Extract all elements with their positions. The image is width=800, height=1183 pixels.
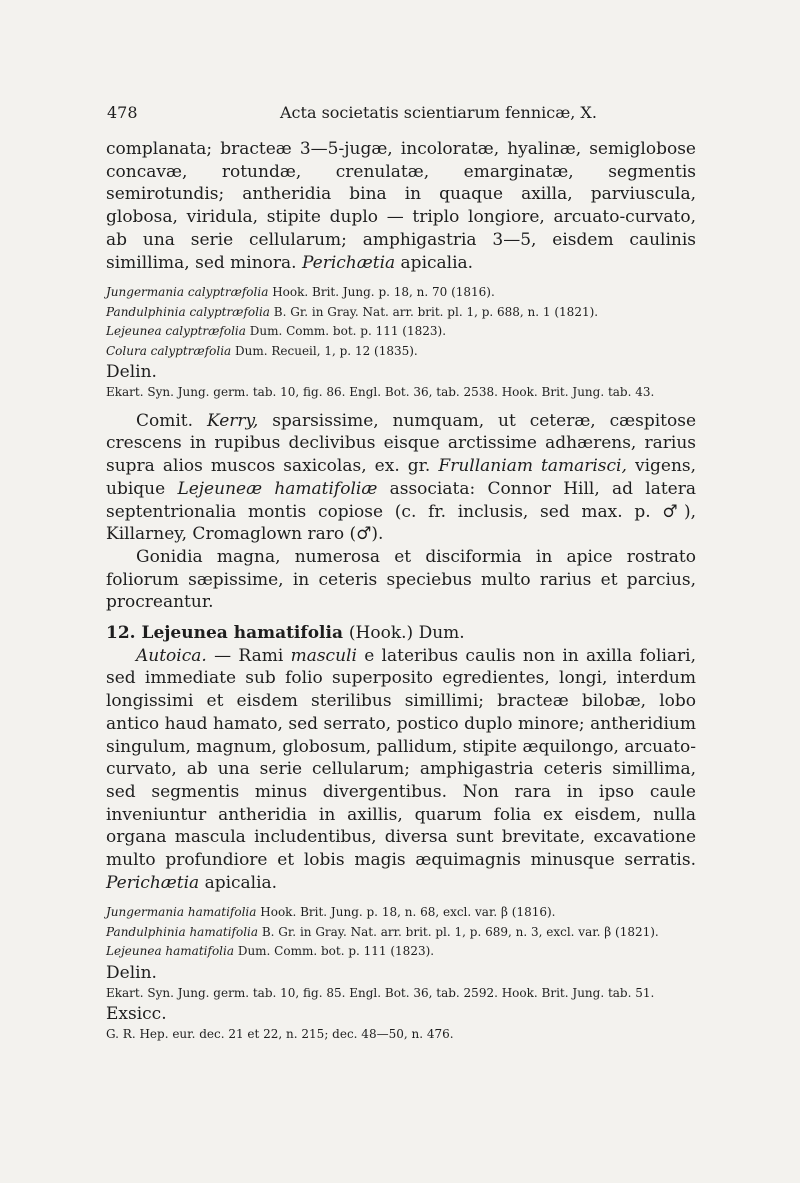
citation: Pandulphinia hamatifolia B. Gr. in Gray. Nat. arr. brit. pl. 1, p. 689, n. 3, excl. var. β (1821).: [106, 924, 659, 939]
running-head-title: Acta societatis scientiarum fennicæ, X.: [280, 103, 597, 122]
page-number: 478: [107, 103, 138, 122]
citation: Jungermania calyptræfolia Hook. Brit. Jung. p. 18, n. 70 (1816).: [106, 285, 495, 300]
citation: Pandulphinia calyptræfolia B. Gr. in Gray. Nat. arr. brit. pl. 1, p. 688, n. 1 (1821).: [106, 304, 599, 319]
citation: Colura calyptræfolia Dum. Recueil, 1, p. 12 (1835).: [106, 343, 418, 358]
delin-references: Ekart. Syn. Jung. germ. tab. 10, fig. 86. Engl. Bot. 36, tab. 2538. Hook. Brit. Jung. tab. 43.: [106, 385, 655, 400]
exsicc-references: G. R. Hep. eur. dec. 21 et 22, n. 215; dec. 48—50, n. 476.: [106, 1027, 454, 1042]
paragraph-gonidia: Gonidia magna, numerosa et disciformia in apice rostrato foliorum sæpissime, in ceteris speciebus multo rarius et parcius, procreantur.: [106, 546, 696, 613]
section-label-exsicc: Exsicc.: [106, 1004, 167, 1025]
species-heading: 12. Lejeunea hamatifolia (Hook.) Dum.: [106, 623, 465, 644]
citation: Lejeunea calyptræfolia Dum. Comm. bot. p. 111 (1823).: [106, 324, 447, 339]
section-label-delin: Delin.: [106, 362, 157, 383]
citation: Jungermania hamatifolia Hook. Brit. Jung. p. 18, n. 68, excl. var. β (1816).: [106, 905, 556, 920]
paragraph-description: complanata; bracteæ 3—5-jugæ, incoloratæ, hyalinæ, semiglobose concavæ, rotundæ, crenulatæ, emarginatæ, segmentis semirotundis; antheridia bina in quaque axilla, parviuscula, globosa, viridula, stipite duplo — triplo longiore, arcuato-curvato, ab una serie cellularum; amphigastria 3—5, eisdem caulinis simillima, sed minora. Perichætia apicalia.: [106, 139, 696, 273]
running-header: [0, 103, 800, 127]
paragraph-comit: Comit. Kerry, sparsissime, numquam, ut ceteræ, cæspitose crescens in rupibus declivibus eisque arctissime adhærens, rarius supra alios muscos saxicolas, ex. gr. Frullaniam tamarisci, vigens, ubique Lejeuneæ hamatifoliæ associata: Connor Hill, ad latera septentrionalia montis copiose (c. fr. inclusis, sed max. p. ♂), Killarney, Cromaglown raro (♂).: [106, 410, 697, 545]
citation: Lejeunea hamatifolia Dum. Comm. bot. p. 111 (1823).: [106, 944, 435, 959]
delin-references: Ekart. Syn. Jung. germ. tab. 10, fig. 85. Engl. Bot. 36, tab. 2592. Hook. Brit. Jung. tab. 51.: [106, 985, 655, 1000]
section-label-delin: Delin.: [106, 962, 157, 983]
paragraph-autoica: Autoica. — Rami masculi e lateribus caulis non in axilla foliari, sed immediate sub folio superposito egredientes, longi, interdum longissimi et eisdem sterilibus simillimi; bracteæ bilobæ, lobo antico haud hamato, sed serrato, postico duplo minore; antheridium singulum, magnum, globosum, pallidum, stipite æquilongo, arcuato-curvato, ab una serie cellularum; amphigastria ceteris simillima, sed segmentis minus divergentibus. Non rara in ipso caule inveniuntur antheridia in axillis, quarum folia ex eisdem, nulla organa mascula includentibus, diversa sunt brevitate, excavatione multo profundiore et lobis magis æquimagnis minusque serratis. Perichætia apicalia.: [106, 645, 696, 893]
text-column: [106, 138, 696, 1045]
